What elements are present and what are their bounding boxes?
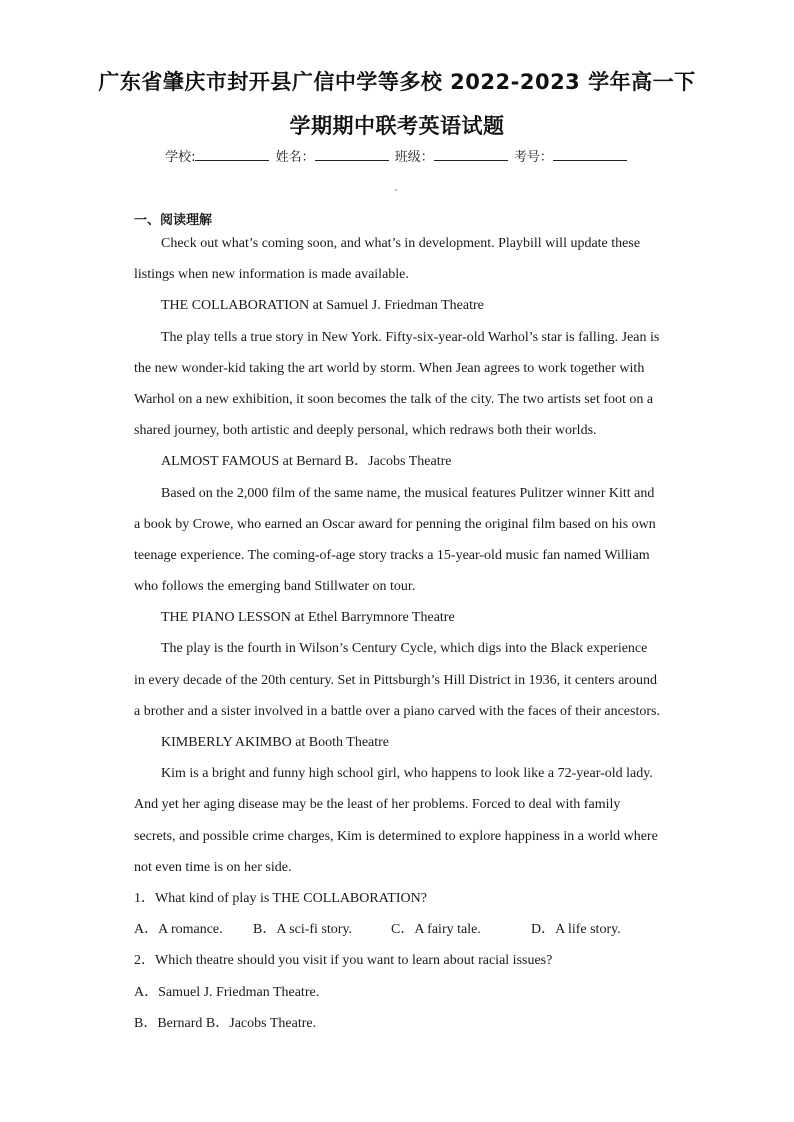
passage-line: shared journey, both artistic and deeply personal, which redraws both their worlds. [134,423,597,439]
passage-line: Warhol on a new exhibition, it soon becomes the talk of the city. The two artists set foot on a [134,391,654,407]
class-label: 班级： [394,150,434,165]
option-c: C．A fairy tale. [391,922,481,938]
school-label: 学校: [165,150,196,165]
student-info-line [0,146,794,165]
school-blank [195,148,269,161]
passage-line: secrets, and possible crime charges, Kim is determined to explore happiness in a world where [134,828,658,844]
passage-line: who follows the emerging band Stillwater on tour. [134,579,416,595]
passage-line: And yet her aging disease may be the least of her problems. Forced to deal with family [134,797,621,813]
passage-line: a brother and a sister involved in a battle over a piano carved with the faces of their ancestors. [134,703,660,719]
scan-speck [395,189,397,191]
reading-passage [134,228,664,1039]
name-blank [315,148,389,161]
passage-line: Check out what’s coming soon, and what’s in development. Playbill will update these [161,236,641,251]
option-a: A．A romance. [134,922,223,938]
passage-line: a book by Crowe, who earned an Oscar award for penning the original film based on his own [134,516,656,532]
name-label: 姓名： [275,150,315,165]
option-b: B．A sci-fi story. [253,922,353,938]
exam-number-label: 考号： [513,150,553,165]
question-2: 2．Which theatre should you visit if you want to learn about racial issues? [134,953,553,969]
show-heading: THE COLLABORATION at Samuel J. Friedman Theatre [161,298,484,314]
option-b: B．Bernard B．Jacobs Theatre. [134,1015,317,1031]
show-heading: KIMBERLY AKIMBO at Booth Theatre [161,735,390,750]
exam-title-line-2: 学期期中联考英语试题 [289,114,505,138]
passage-line: Based on the 2,000 film of the same name, the musical features Pulitzer winner Kitt and [161,485,655,501]
show-heading: THE PIANO LESSON at Ethel Barrymnore Theatre [161,610,455,626]
question-1-options [134,914,664,945]
option-a: A．Samuel J. Friedman Theatre. [134,984,320,1000]
exam-title-line-1: 广东省肇庆市封开县广信中学等多校 2022-2023 学年高一下 [98,70,696,94]
section-heading: 一、阅读理解 [134,213,213,228]
exam-number-blank [553,148,627,161]
passage-line: The play is the fourth in Wilson’s Century Cycle, which digs into the Black experience [161,641,648,657]
passage-line: not even time is on her side. [134,859,292,875]
passage-line: Kim is a bright and funny high school girl, who happens to look like a 72-year-old lady. [161,766,653,782]
question-1: 1．What kind of play is THE COLLABORATION? [134,890,427,906]
option-d: D．A life story. [531,922,621,938]
passage-line: the new wonder-kid taking the art world by storm. When Jean agrees to work together with [134,360,645,376]
passage-line: teenage experience. The coming-of-age story tracks a 15-year-old music fan named William [134,547,650,563]
passage-line: listings when new information is made available. [134,267,409,283]
class-blank [434,148,508,161]
passage-line: in every decade of the 20th century. Set in Pittsburgh’s Hill District in 1936, it centers around [134,672,657,688]
passage-line: The play tells a true story in New York. Fifty-six-year-old Warhol’s star is falling. Jean is [161,329,660,345]
show-heading: ALMOST FAMOUS at Bernard B．Jacobs Theatre [161,454,452,470]
